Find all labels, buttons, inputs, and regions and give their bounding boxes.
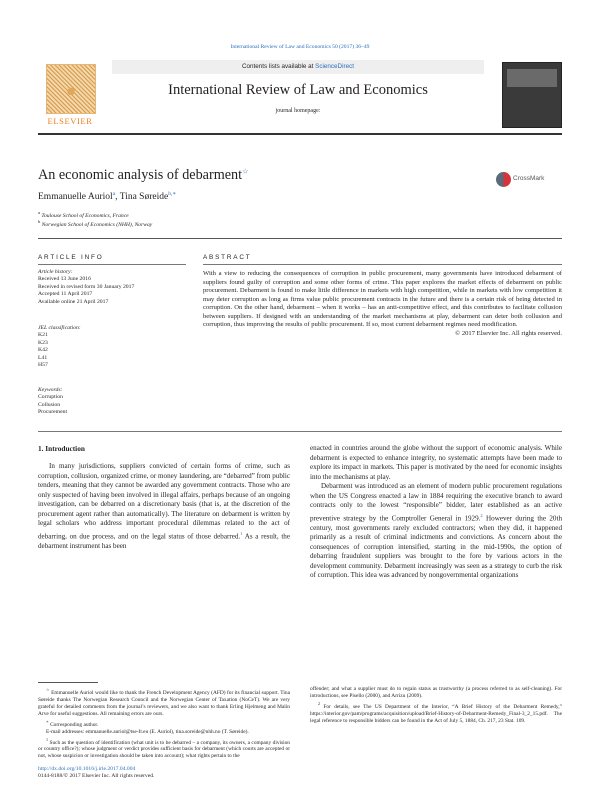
- paragraph: enacted in countries around the globe without the support of economic analysis. While debarment is expected to enhance integrity, no systematic attempts have been made to explore its impact in markets. This paper is motivated by the need for economic insights into the mechanisms at play.: [310, 444, 562, 481]
- abstract-heading: ABSTRACT: [203, 254, 252, 261]
- article-info-rule: [38, 264, 186, 265]
- history-item: Accepted 11 April 2017: [38, 291, 93, 298]
- footnote-ref[interactable]: 1: [240, 530, 243, 536]
- right-column: [310, 444, 562, 581]
- article-history: [38, 269, 188, 306]
- paragraph: [38, 462, 290, 551]
- jel-code: L41: [38, 354, 48, 361]
- journal-title: International Review of Law and Economics: [168, 82, 428, 98]
- footnote-mark: 1: [46, 736, 48, 742]
- section-divider: [38, 238, 562, 239]
- left-footnotes: [38, 686, 290, 760]
- homepage-prefix: journal homepage:: [275, 108, 321, 114]
- footnote: [310, 686, 562, 700]
- keyword: Procurement: [38, 409, 68, 416]
- keyword: Corruption: [38, 394, 63, 401]
- footnote-text: Such as the question of identification (what unit is to be debarred – a company, its owners, a company division or country office?); whose judgment or verdict provides sufficient basis for debarment (which courts are accepted or not, whose suspicion or investigation should be taken into account); what rights pertain to the: [38, 739, 290, 760]
- history-item: Received in revised form 30 January 2017: [38, 283, 135, 290]
- doi-link[interactable]: http://dx.doi.org/10.1016/j.irle.2017.04.004: [38, 766, 136, 772]
- footnote: [310, 700, 562, 725]
- footnote-ref[interactable]: 2: [480, 512, 483, 518]
- sciencedirect-link[interactable]: ScienceDirect: [315, 63, 354, 70]
- left-column: [38, 462, 290, 551]
- journal-homepage: [112, 108, 484, 114]
- footnote-text: Emmanuelle Auriol would like to thank the French Development Agency (AFD) for its financial support. Tina Søreide thanks The Norwegian Research Council and the Norwegian Center of Taxation (NoCeT). We are very grateful for detailed comments from the journal’s reviewers, and we also want to thank Erling Hjelmeng and Malin Arve for useful suggestions. All remaining errors are ours.: [38, 689, 290, 717]
- author-list: Emmanuelle Auriol$^a$, Tina Søreide$^{b,∗}$: [38, 191, 177, 203]
- elsevier-logo[interactable]: [38, 62, 102, 126]
- history-label: Article history:: [38, 269, 73, 275]
- elsevier-tree-icon: [46, 64, 96, 114]
- jel-code: K21: [38, 332, 48, 339]
- right-footnotes: [310, 686, 562, 725]
- body-divider: [38, 431, 562, 432]
- journal-reference[interactable]: International Review of Law and Economics 50 (2017) 36–49: [230, 44, 370, 50]
- footnote-text: E-mail addresses: emmanuelle.auriol@tse-fr.eu (E. Auriol), tina.soreide@nhh.no (T. Søreide).: [46, 728, 249, 735]
- abstract-rule: [203, 264, 562, 265]
- history-item: Received 13 June 2016: [38, 276, 91, 283]
- affiliation-mark: b: [38, 219, 41, 224]
- journal-cover-thumbnail[interactable]: [502, 62, 562, 128]
- footnote-mark: ☆: [46, 687, 50, 692]
- footnote: [38, 736, 290, 761]
- crossmark-icon: [496, 172, 511, 187]
- jel-label: JEL classification:: [38, 325, 81, 331]
- footnote-mark: ∗: [46, 718, 49, 724]
- jel-classification: [38, 325, 188, 369]
- abstract-body: [203, 270, 562, 338]
- article-identifiers: [38, 766, 154, 781]
- affiliation-mark: a: [38, 210, 40, 215]
- publisher-name: ELSEVIER: [47, 116, 93, 126]
- affiliation-text: Norwegian School of Economics (NHH), Norway: [41, 221, 153, 228]
- jel-code: K23: [38, 339, 48, 346]
- affiliation-text: Toulouse School of Economics, France: [41, 212, 129, 219]
- paragraph-text: Debarment was introduced as an element of modern public procurement regulations when the US Congress enacted a law in 1884 requiring the executive branch to award contracts only to the lowest “responsible” bidder, later established as an active preventive strategy by the Comptroller General in 1929.: [310, 482, 562, 523]
- footnote-text: Corresponding author.: [48, 721, 99, 728]
- article-title: [38, 167, 248, 184]
- author-affil-mark[interactable]: a: [112, 191, 116, 197]
- footnote: [38, 686, 290, 718]
- footnote: [38, 718, 290, 729]
- footnote-rule: [38, 682, 98, 683]
- section-heading-introduction: 1. Introduction: [38, 444, 85, 453]
- history-item: Available online 21 April 2017: [38, 298, 109, 305]
- keyword: Collusion: [38, 401, 61, 408]
- paragraph-text: In many jurisdictions, suppliers convicted of certain forms of crime, such as corruption, collusion, organized crime, or money laundering, are “debarred” from public tenders, meaning that they cannot be awarded any government contracts. Those who are only suspected of having been involved in illegal affairs, perhaps because of an ongoing investigation, can be debarred on a discretionary basis (that is, at the discretion of the procurement agent rather than automatically). The literature on debarment is written by legal scholars who address important procedural dilemmas related to the act of debarring, on due process, and on the legal status of those debarred.: [38, 462, 290, 541]
- footnote: [38, 729, 290, 736]
- footnote-mark: 2: [318, 701, 320, 706]
- keywords-label: Keywords:: [38, 387, 63, 393]
- crossmark-label: CrossMark: [513, 175, 545, 182]
- footnote-text: offender; and what a supplier must do to regain status as trustworthy (a process referred to as self-cleaning). For introductions, see Pisello (2000), and Arrizu (2009).: [310, 686, 562, 699]
- footnote-text: For details, see The US Department of the Interior, “A Brief History of the Debarment Remedy,” https://interior.gov/pam/programs/acquisition/upload/Brief-History-of-Debarment-Remedy_Final-3_2_15.pdf. The legal reference to responsible bidders can be found in the Act of July 5, 1884, Ch. 217, 23 Stat. 109.: [310, 703, 562, 724]
- contents-prefix: Contents lists available at: [241, 63, 316, 70]
- jel-code: H57: [38, 362, 48, 369]
- contents-bar: [112, 60, 484, 74]
- author-name[interactable]: Tina Søreide: [119, 192, 169, 203]
- abstract-text: With a view to reducing the consequences of corruption in public procurement, many governments have introduced debarment of suppliers found guilty of corruption and some other forms of crime. This paper explores the market effects of debarment on public procurement. Debarment is found to make little difference in markets with high competition, while in markets with low competition it may deter corruption as long as firms value public procurement contracts in the future and there is a certain risk of being detected in corruption. On the other hand, debarment – when it works – has an anti-competitive effect, and this contributes to facilitate collusion between suppliers. If designed with an understanding of the market mechanisms at play, debarment can deter both collusion and corruption, thus improving the results of public procurement. If so, most current debarment regimes need modification.: [203, 270, 562, 329]
- paragraph-text: As a result, the debarment instrument has been: [38, 532, 290, 550]
- crossmark-badge[interactable]: [496, 172, 554, 188]
- jel-code: K42: [38, 347, 48, 354]
- author-affil-mark[interactable]: b,∗: [168, 191, 177, 197]
- journal-header: [38, 60, 562, 130]
- keywords: [38, 387, 188, 417]
- header-divider: [38, 133, 562, 135]
- title-footnote-mark[interactable]: ☆: [242, 167, 249, 176]
- affiliation: [38, 219, 152, 228]
- article-title-text: An economic analysis of debarment: [38, 167, 243, 183]
- paragraph: [310, 482, 562, 581]
- cover-title-block: [507, 69, 557, 87]
- author-name[interactable]: Emmanuelle Auriol: [38, 192, 113, 203]
- affiliation: [38, 210, 129, 219]
- issn-line: 0144-8188/© 2017 Elsevier Inc. All rights reserved.: [38, 773, 155, 780]
- abstract-copyright: © 2017 Elsevier Inc. All rights reserved.: [455, 329, 562, 337]
- article-info-heading: ARTICLE INFO: [38, 254, 104, 261]
- paragraph-text: However during the 20th century, most governments rarely excluded contractors; when they did, it happened primarily as a result of criminal indictments and convictions. As concern about the consequences of corruption intensified, starting in the mid-1990s, the option of debarring fraudulent suppliers was brought to the fore by various actors in the development community. Debarment increasingly was seen as a strategy to curb the risk of corruption. This idea was advanced by nongovernmental organizations: [310, 514, 562, 580]
